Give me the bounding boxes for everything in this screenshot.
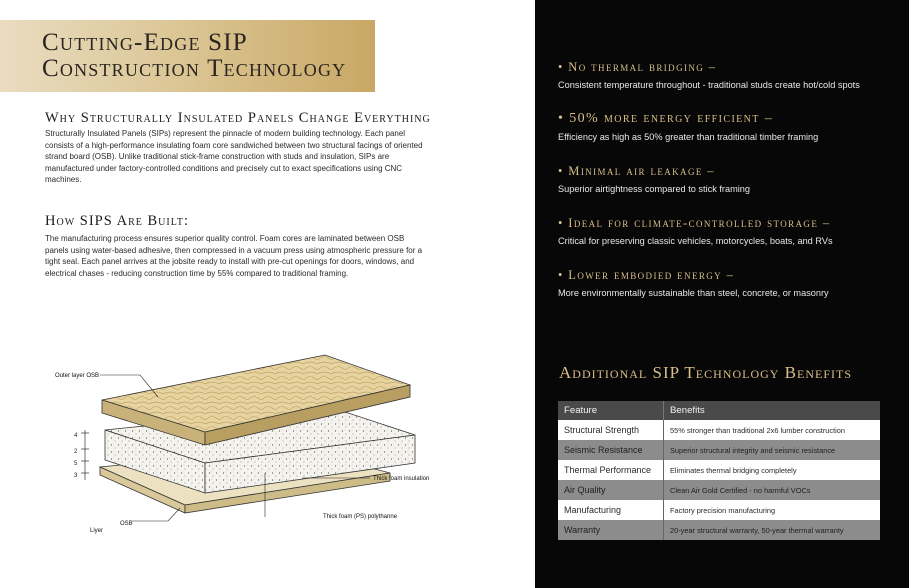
- dim-label-4: 3: [74, 473, 78, 479]
- benefit-desc: Efficiency as high as 50% greater than traditional timber framing: [558, 132, 819, 142]
- benefit-item: [558, 268, 829, 298]
- table-row: [558, 520, 880, 540]
- dim-label-1: 4: [74, 433, 78, 439]
- benefit-title: • Ideal for climate-controlled storage –: [558, 216, 831, 230]
- benefit-desc: Superior airtightness compared to stick framing: [558, 184, 750, 194]
- section2-heading: How SIPS Are Built:: [45, 213, 190, 229]
- benefit-item: [558, 216, 833, 246]
- benefit-desc: Consistent temperature throughout - traditional studs create hot/cold spots: [558, 80, 860, 90]
- page-title-line1: Cutting-Edge SIP: [42, 29, 248, 56]
- feature-cell: Air Quality: [558, 480, 664, 500]
- feature-cell: Warranty: [558, 520, 664, 540]
- dim-label-3: 5: [74, 461, 78, 467]
- table-row: [558, 440, 880, 460]
- label-outer-osb: Outer layer OSB: [55, 373, 100, 379]
- title-banner: [0, 20, 375, 92]
- dim-label-2: 2: [74, 449, 78, 455]
- benefit-cell: 20-year structural warranty, 50-year thermal warranty: [664, 520, 881, 540]
- section1-heading: Why Structurally Insulated Panels Change Everything: [45, 110, 431, 126]
- label-foam-insulation: Thick foam insulation: [373, 476, 430, 482]
- benefit-cell: Clean Air Gold Certified - no harmful VOCs: [664, 480, 881, 500]
- table-header-row: [558, 401, 880, 420]
- header-feature: Feature: [558, 401, 664, 420]
- table-row: [558, 480, 880, 500]
- benefit-item: [558, 111, 818, 142]
- benefit-title: • 50% more energy efficient –: [558, 111, 774, 126]
- benefit-cell: 55% stronger than traditional 2x6 lumber construction: [664, 420, 881, 440]
- label-osb: OSB: [120, 521, 133, 527]
- table-row: [558, 460, 880, 480]
- benefit-cell: Superior structural integrity and seismic resistance: [664, 440, 881, 460]
- benefit-desc: Critical for preserving classic vehicles, motorcycles, boats, and RVs: [558, 236, 833, 246]
- feature-cell: Manufacturing: [558, 500, 664, 520]
- feature-cell: Structural Strength: [558, 420, 664, 440]
- table-row: [558, 420, 880, 440]
- benefit-cell: Factory precision manufacturing: [664, 500, 881, 520]
- feature-cell: Thermal Performance: [558, 460, 664, 480]
- header-benefits: Benefits: [664, 401, 881, 420]
- table-row: [558, 500, 880, 520]
- page-title-line2: Construction Technology: [42, 55, 347, 82]
- additional-benefits-title: Additional SIP Technology Benefits: [559, 363, 853, 382]
- benefit-desc: More environmentally sustainable than steel, concrete, or masonry: [558, 288, 829, 298]
- label-ps-foam: Thick foam (PS) polythanne: [323, 514, 398, 520]
- sip-panel-diagram: [40, 345, 460, 545]
- benefit-item: [558, 164, 750, 194]
- dimension-marks: [81, 430, 89, 480]
- section1-body: Structurally Insulated Panels (SIPs) represent the pinnacle of modern building technology. Each panel consists of a high-performance insulating foam core sandwiched between two structural facings of oriented strand board (OSB). Unlike traditional stick-frame construction with studs and insulation, SIPs are manufactured under factory-controlled conditions and precisely cut to exact specifications using CNC machines.: [45, 129, 423, 185]
- section2-body: The manufacturing process ensures superior quality control. Foam cores are laminated between OSB panels using water-based adhesive, then compressed in a vacuum press using atmospheric pressure for a tight seal. Each panel arrives at the jobsite ready to install with pre-cut openings for doors, windows, and electrical chases - reducing construction time by 55% compared to traditional framing.: [45, 234, 423, 278]
- benefit-title: • Lower embodied energy –: [558, 268, 735, 282]
- benefits-table: [558, 401, 880, 540]
- benefit-title: • Minimal air leakage –: [558, 164, 715, 178]
- benefit-cell: Eliminates thermal bridging completely: [664, 460, 881, 480]
- feature-cell: Seismic Resistance: [558, 440, 664, 460]
- benefit-item: [558, 60, 860, 90]
- benefit-title: • No thermal bridging –: [558, 60, 717, 74]
- label-layer: Liyer: [90, 528, 104, 534]
